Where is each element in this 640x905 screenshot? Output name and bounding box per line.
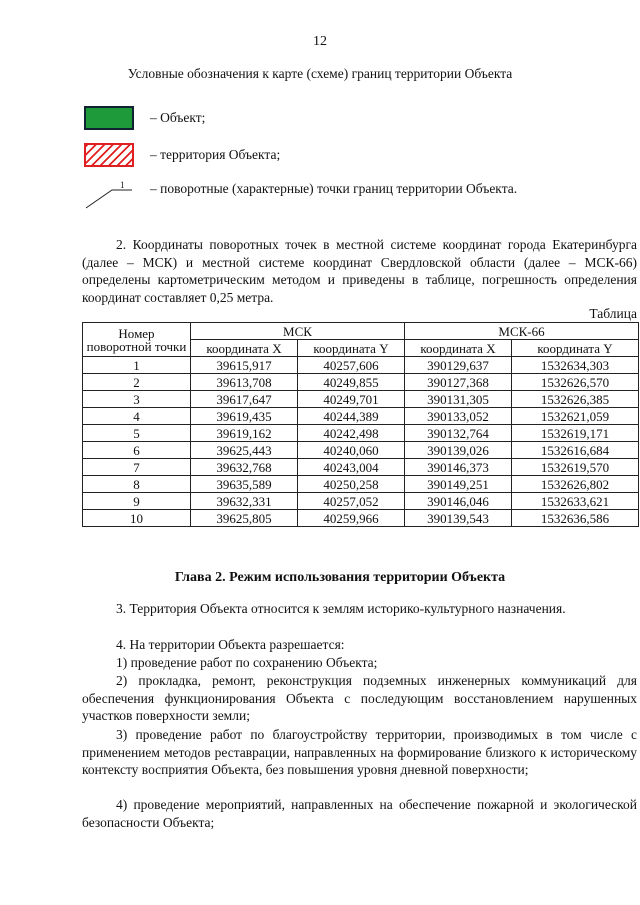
- msk66-x-cell: 390129,637: [405, 357, 512, 374]
- table-row: [83, 408, 639, 425]
- territory-hatch-swatch: [84, 143, 134, 167]
- point-number-cell: 4: [83, 408, 191, 425]
- list-item-4: 4) проведение мероприятий, направленных на обеспечение пожарной и экологической безопасности Объекта;: [82, 797, 637, 830]
- msk-y-cell: 40249,701: [298, 391, 405, 408]
- header-point-number: Номер поворотной точки: [83, 323, 191, 357]
- point-number-cell: 8: [83, 476, 191, 493]
- legend-territory-label: – территория Объекта;: [150, 147, 281, 162]
- list-item-1: 1) проведение работ по сохранению Объекта;: [116, 655, 378, 670]
- table-row: [83, 374, 639, 391]
- msk-x-cell: 39632,768: [191, 459, 298, 476]
- point-number-cell: 2: [83, 374, 191, 391]
- legend-points-label: – поворотные (характерные) точки границ территории Объекта.: [150, 181, 518, 196]
- msk-y-cell: 40240,060: [298, 442, 405, 459]
- list-item-2: 2) прокладка, ремонт, реконструкция подземных инженерных коммуникаций для обеспечения функционирования Объекта с последующим восстановлением нарушенных участков поверхности земли;: [82, 673, 637, 723]
- list-item-3: 3) проведение работ по благоустройству территории, производимых в том числе с применением методов реставрации, направленных на формирование близкого к историческому контексту восприятия Объекта, без повышения уровня дневной поверхности;: [82, 727, 637, 777]
- msk-x-cell: 39625,805: [191, 510, 298, 527]
- header-msk: МСК: [191, 323, 405, 340]
- point-number-cell: 7: [83, 459, 191, 476]
- msk-y-cell: 40257,606: [298, 357, 405, 374]
- msk66-x-cell: 390127,368: [405, 374, 512, 391]
- msk-x-cell: 39625,443: [191, 442, 298, 459]
- msk66-y-cell: 1532633,621: [512, 493, 639, 510]
- table-row: [83, 476, 639, 493]
- point-number-cell: 1: [83, 357, 191, 374]
- msk66-x-cell: 390133,052: [405, 408, 512, 425]
- legend-object-label: – Объект;: [150, 110, 206, 125]
- msk-y-cell: 40242,498: [298, 425, 405, 442]
- msk66-y-cell: 1532626,570: [512, 374, 639, 391]
- point-number-cell: 10: [83, 510, 191, 527]
- msk66-x-cell: 390139,543: [405, 510, 512, 527]
- legend-title: Условные обозначения к карте (схеме) границ территории Объекта: [127, 66, 513, 81]
- table-row: [83, 357, 639, 374]
- table-row: [83, 425, 639, 442]
- page-number: 12: [313, 34, 327, 49]
- header-msk66-x: координата X: [405, 340, 512, 357]
- msk-y-cell: 40249,855: [298, 374, 405, 391]
- msk-x-cell: 39615,917: [191, 357, 298, 374]
- msk66-y-cell: 1532626,385: [512, 391, 639, 408]
- msk-x-cell: 39619,435: [191, 408, 298, 425]
- header-msk-y: координата Y: [298, 340, 405, 357]
- turning-point-symbol-number: 1: [120, 180, 125, 190]
- msk-x-cell: 39617,647: [191, 391, 298, 408]
- header-msk-x: координата X: [191, 340, 298, 357]
- msk-x-cell: 39632,331: [191, 493, 298, 510]
- msk-x-cell: 39613,708: [191, 374, 298, 391]
- msk-y-cell: 40244,389: [298, 408, 405, 425]
- msk66-x-cell: 390149,251: [405, 476, 512, 493]
- msk66-x-cell: 390146,373: [405, 459, 512, 476]
- table-row: [83, 459, 639, 476]
- object-swatch: [84, 106, 134, 130]
- msk66-y-cell: 1532616,684: [512, 442, 639, 459]
- msk-x-cell: 39619,162: [191, 425, 298, 442]
- msk-y-cell: 40243,004: [298, 459, 405, 476]
- table-caption: Таблица: [589, 306, 637, 321]
- coordinates-table: [82, 322, 639, 527]
- chapter-heading: Глава 2. Режим использования территории Объекта: [174, 570, 506, 585]
- msk66-y-cell: 1532621,059: [512, 408, 639, 425]
- paragraph-4: 4. На территории Объекта разрешается:: [116, 637, 345, 652]
- table-row: [83, 391, 639, 408]
- table-row: [83, 510, 639, 527]
- header-msk66: МСК-66: [405, 323, 639, 340]
- paragraph-2: 2. Координаты поворотных точек в местной системе координат города Екатеринбурга (далее – МСК) и местной системе координат Свердловской области (далее – МСК-66) определены картометрическим методом и приведены в таблице, погрешность определения координат составляет 0,25 метра.: [82, 237, 637, 305]
- msk66-x-cell: 390139,026: [405, 442, 512, 459]
- msk66-y-cell: 1532636,586: [512, 510, 639, 527]
- msk66-x-cell: 390132,764: [405, 425, 512, 442]
- point-number-cell: 3: [83, 391, 191, 408]
- point-number-cell: 5: [83, 425, 191, 442]
- paragraph-3: 3. Территория Объекта относится к землям историко-культурного назначения.: [116, 601, 566, 616]
- table-row: [83, 442, 639, 459]
- msk66-x-cell: 390146,046: [405, 493, 512, 510]
- msk-y-cell: 40250,258: [298, 476, 405, 493]
- msk66-y-cell: 1532619,171: [512, 425, 639, 442]
- msk-y-cell: 40257,052: [298, 493, 405, 510]
- msk66-y-cell: 1532626,802: [512, 476, 639, 493]
- msk66-x-cell: 390131,305: [405, 391, 512, 408]
- turning-point-symbol-icon: [84, 176, 134, 210]
- msk-y-cell: 40259,966: [298, 510, 405, 527]
- msk66-y-cell: 1532634,303: [512, 357, 639, 374]
- table-row: [83, 493, 639, 510]
- msk66-y-cell: 1532619,570: [512, 459, 639, 476]
- msk-x-cell: 39635,589: [191, 476, 298, 493]
- point-number-cell: 9: [83, 493, 191, 510]
- point-number-cell: 6: [83, 442, 191, 459]
- header-msk66-y: координата Y: [512, 340, 639, 357]
